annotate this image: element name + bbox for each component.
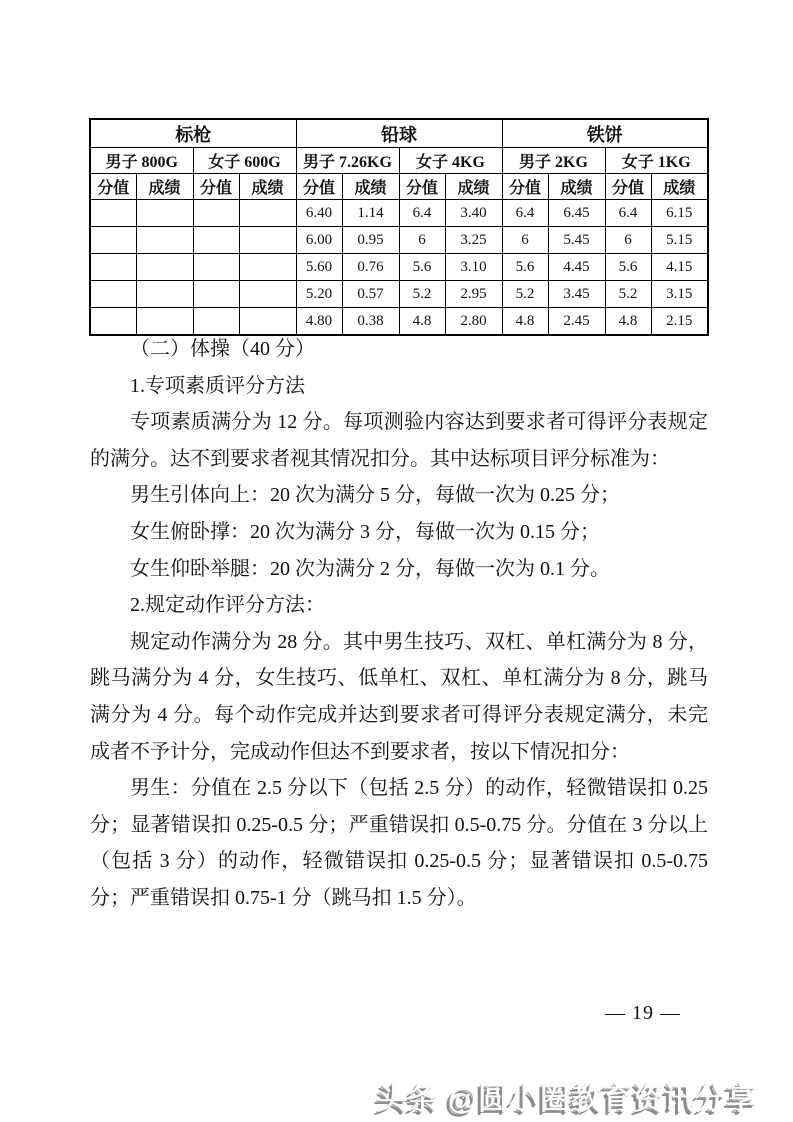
table-cell: 3.45: [548, 281, 605, 308]
table-cell: 5.6: [605, 254, 651, 281]
watermark-toutiao: 头条 @圆小圈教育资讯分享: [376, 1083, 757, 1116]
paragraph-special-quality: 专项素质满分为 12 分。每项测验内容达到要求者可得评分表规定的满分。达不到要求者视其情况扣分。其中达标项目评分标准为：: [90, 411, 708, 470]
table-cell: [136, 200, 193, 227]
subgroup-men-800g: 男子 800G: [90, 148, 193, 174]
rule-item-pullups: 男生引体向上：20 次为满分 5 分，每做一次为 0.25 分；: [130, 484, 620, 507]
subsection-heading-1: 1.专项素质评分方法: [130, 374, 305, 397]
subgroup-men-7-26kg: 男子 7.26KG: [296, 148, 399, 174]
col-header: 分值: [296, 174, 342, 200]
subgroup-women-600g: 女子 600G: [193, 148, 296, 174]
table-cell: 2.45: [548, 308, 605, 336]
table-cell: 5.6: [502, 254, 548, 281]
subgroup-men-2kg: 男子 2KG: [502, 148, 605, 174]
table-row: [90, 200, 708, 227]
table-cell: 5.60: [296, 254, 342, 281]
table-cell: 5.2: [605, 281, 651, 308]
col-header: 成绩: [445, 174, 502, 200]
table-cell: 0.95: [342, 227, 399, 254]
table-cell: 1.14: [342, 200, 399, 227]
table-cell: [90, 281, 136, 308]
table-cell: 4.15: [651, 254, 708, 281]
paragraph-male-deductions: 男生：分值在 2.5 分以下（包括 2.5 分）的动作，轻微错误扣 0.25 分；显著错误扣 0.25-0.5 分；严重错误扣 0.5-0.75 分。分值在 3 分以上（包括 3 分）的动作，轻微错误扣 0.25-0.5 分；显著错误扣 0.5-0.75 分；严重错误扣 0.75-1 分（跳马扣 1.5 分）。: [90, 777, 708, 909]
col-header: 分值: [605, 174, 651, 200]
table-cell: [90, 200, 136, 227]
table-cell: [239, 281, 296, 308]
table-cell: 3.25: [445, 227, 502, 254]
table-subgroup-header-row: [90, 148, 708, 174]
table-cell: [193, 281, 239, 308]
subsection-heading-2: 2.规定动作评分方法：: [130, 594, 325, 617]
table-cell: 6: [399, 227, 445, 254]
table-cell: [136, 254, 193, 281]
col-header: 成绩: [651, 174, 708, 200]
group-header-javelin: 标枪: [90, 119, 296, 148]
table-cell: [193, 200, 239, 227]
table-cell: 2.15: [651, 308, 708, 336]
table-cell: [239, 200, 296, 227]
score-table: [89, 118, 709, 336]
col-header: 分值: [502, 174, 548, 200]
table-cell: 5.2: [399, 281, 445, 308]
table-row: [90, 281, 708, 308]
table-cell: 4.80: [296, 308, 342, 336]
table-row: [90, 227, 708, 254]
group-header-discus: 铁饼: [502, 119, 708, 148]
subgroup-women-1kg: 女子 1KG: [605, 148, 708, 174]
table-cell: 0.57: [342, 281, 399, 308]
col-header: 成绩: [136, 174, 193, 200]
col-header: 分值: [193, 174, 239, 200]
table-group-header-row: [90, 119, 708, 148]
rule-item-pushups: 女生俯卧撑：20 次为满分 3 分，每做一次为 0.15 分；: [130, 520, 600, 543]
section-heading: （二）体操（40 分）: [130, 338, 315, 360]
page-number: — 19 —: [605, 1002, 681, 1024]
score-table-container: [89, 118, 708, 336]
col-header: 分值: [90, 174, 136, 200]
col-header: 成绩: [342, 174, 399, 200]
table-cell: [136, 227, 193, 254]
table-cell: 6.00: [296, 227, 342, 254]
table-cell: 6.4: [605, 200, 651, 227]
table-cell: 6: [605, 227, 651, 254]
table-cell: 5.20: [296, 281, 342, 308]
table-cell: 2.80: [445, 308, 502, 336]
col-header: 分值: [399, 174, 445, 200]
table-row: [90, 254, 708, 281]
table-cell: 6.45: [548, 200, 605, 227]
table-cell: 0.38: [342, 308, 399, 336]
table-cell: 6.4: [399, 200, 445, 227]
group-header-shotput: 铅球: [296, 119, 502, 148]
table-cell: 6.40: [296, 200, 342, 227]
table-cell: [90, 254, 136, 281]
table-cell: [193, 254, 239, 281]
table-cell: 5.45: [548, 227, 605, 254]
rule-item-legraises: 女生仰卧举腿：20 次为满分 2 分，每做一次为 0.1 分。: [130, 557, 610, 580]
table-cell: 3.15: [651, 281, 708, 308]
table-cell: 6.4: [502, 200, 548, 227]
table-cell: [239, 254, 296, 281]
table-cell: 4.8: [399, 308, 445, 336]
table-cell: 5.15: [651, 227, 708, 254]
table-cell: 4.8: [605, 308, 651, 336]
table-column-header-row: [90, 174, 708, 200]
document-body: [90, 331, 708, 917]
table-cell: [239, 227, 296, 254]
table-cell: [193, 227, 239, 254]
table-cell: [90, 227, 136, 254]
table-cell: 4.45: [548, 254, 605, 281]
table-cell: 0.76: [342, 254, 399, 281]
table-cell: 5.2: [502, 281, 548, 308]
col-header: 成绩: [239, 174, 296, 200]
table-cell: 2.95: [445, 281, 502, 308]
table-cell: 3.40: [445, 200, 502, 227]
table-cell: 4.8: [502, 308, 548, 336]
table-cell: [136, 281, 193, 308]
subgroup-women-4kg: 女子 4KG: [399, 148, 502, 174]
table-cell: 3.10: [445, 254, 502, 281]
table-cell: 6.15: [651, 200, 708, 227]
paragraph-required-moves: 规定动作满分为 28 分。其中男生技巧、双杠、单杠满分为 8 分，跳马满分为 4 分，女生技巧、低单杠、双杠、单杠满分为 8 分，跳马满分为 4 分。每个动作完成并达到要求者可得评分表规定满分，未完成者不予计分，完成动作但达不到要求者，按以下情况扣分：: [90, 630, 708, 763]
col-header: 成绩: [548, 174, 605, 200]
table-cell: 5.6: [399, 254, 445, 281]
table-cell: 6: [502, 227, 548, 254]
